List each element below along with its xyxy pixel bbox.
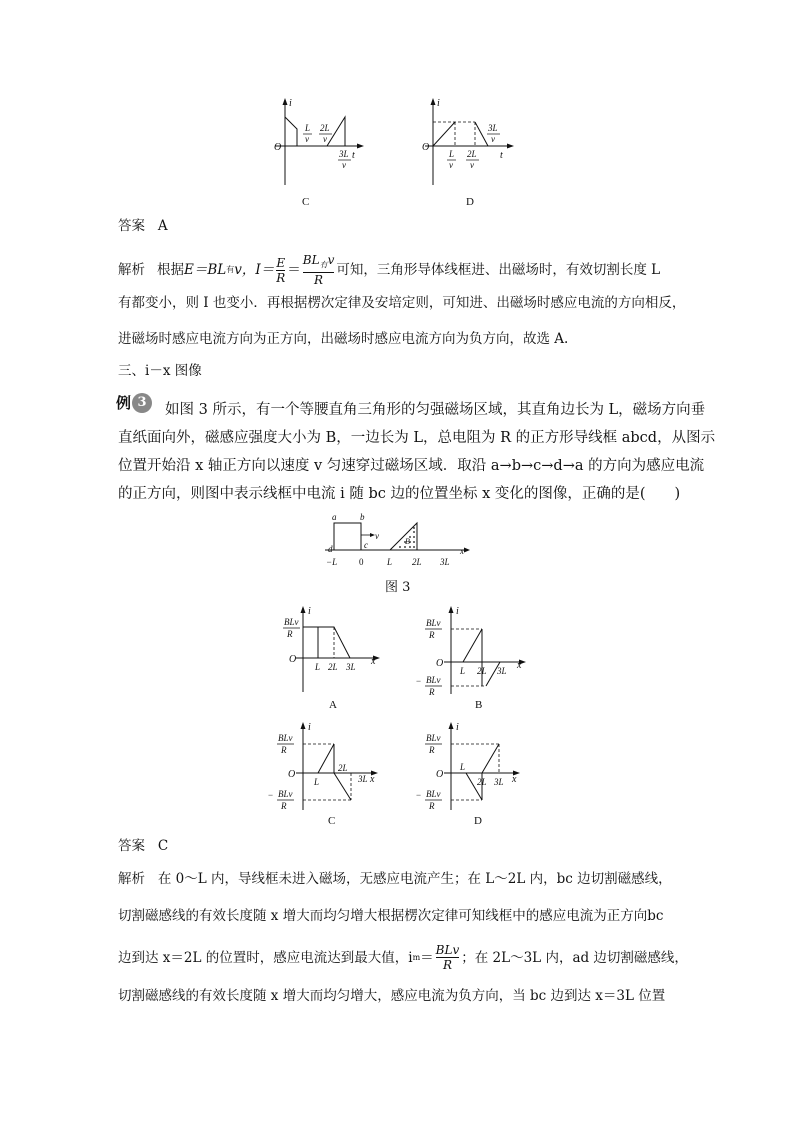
axis-x-label: x (370, 774, 375, 785)
option-d-graph (408, 720, 523, 830)
tick-0: 0 (359, 557, 364, 567)
tick-minus-L: −L (326, 557, 338, 567)
example-line-1: 如图 3 所示，有一个等腰直角三角形的匀强磁场区域，其直角边长为 L，磁场方向垂 (165, 402, 706, 418)
tick-v2: v (323, 134, 327, 144)
caption-d: D (466, 196, 474, 208)
example-number-badge: 3 (132, 393, 152, 413)
blv-label: BLv (426, 618, 441, 628)
r-label-neg: R (429, 687, 435, 697)
tick-v: v (449, 160, 453, 170)
option-a-graph (276, 604, 386, 714)
axis-x-label: x (517, 660, 522, 671)
eq-emf: E＝BL (184, 262, 227, 279)
tick-3L: 3L (346, 662, 356, 672)
frac-den: R (303, 272, 335, 287)
origin-label: O (422, 142, 430, 153)
analysis-2-line-2: 切割磁感线的有效长度随 x 增大而均匀增大根据楞次定律可知线框中的感应电流为正方向bc (118, 908, 664, 924)
figure-3-caption: 图 3 (385, 580, 411, 595)
analysis-1-line-3: 进磁场时感应电流方向为正方向，出磁场时感应电流方向为负方向，故选 A. (118, 331, 569, 347)
field-label: B (405, 537, 410, 546)
eq-emf-post: v， (234, 262, 256, 279)
origin-label: O (288, 769, 296, 780)
tick-v2: v (470, 160, 474, 170)
answer-1 (118, 216, 168, 236)
example-line-3: 位置开始沿 x 轴正方向以速度 v 匀速穿过磁场区域．取沿 a→b→c→d→a 的方向为感应电流 (118, 458, 705, 474)
tick-L: L (315, 662, 321, 672)
tick-2L: 2L (338, 763, 348, 773)
option-c-graph (268, 720, 383, 830)
example-line-2: 直纸面向外，磁感应强度大小为 B，一边长为 L，总电阻为 R 的正方形导线框 abcd，从图示 (118, 430, 716, 446)
analysis-2-line-3 (118, 943, 688, 972)
caption-c: C (328, 815, 336, 827)
origin-label: O (289, 654, 297, 665)
r-label: R (429, 745, 435, 755)
tick-3L: 3L (494, 777, 504, 787)
top-graph-c (265, 95, 365, 210)
tick-3L: 3L (358, 774, 368, 784)
tick-v: v (305, 134, 309, 144)
fraction-blv-over-r (436, 943, 460, 972)
caption-c: C (302, 196, 310, 208)
frac-den: R (436, 957, 460, 972)
frac-num: BLv (435, 943, 460, 957)
example-label: 例 (116, 394, 132, 412)
r-label: R (287, 629, 293, 639)
text-segment: ；在 2L～3L 内，ad 边切割磁感线， (461, 949, 688, 966)
analysis-2-line-4: 切割磁感线的有效长度随 x 增大而均匀增大，感应电流为负方向，当 bc 边到达 x＝3L 位置 (118, 988, 666, 1004)
blv-label: BLv (284, 617, 299, 627)
origin-label: O (274, 142, 282, 153)
r-label: R (281, 745, 287, 755)
caption-a: A (329, 699, 337, 711)
frac-num (303, 253, 335, 272)
fraction-e-over-r (276, 256, 285, 285)
answer-value: A (157, 218, 168, 234)
tick-2L: 2L (477, 666, 487, 676)
axis-i-label: i (308, 722, 311, 733)
answer-label: 答案 (118, 218, 145, 234)
axis-x-label: x (512, 774, 517, 785)
analysis-label: 解析 (118, 871, 145, 887)
corner-a: a (332, 512, 337, 522)
blv-label: BLv (278, 733, 293, 743)
tick-3L: 3L (440, 557, 450, 567)
axis-i-label: i (456, 606, 459, 617)
tick-L: L (305, 123, 311, 133)
fraction-blv-over-r (303, 253, 335, 287)
text-segment: 在 0～L 内，导线框未进入磁场，无感应电流产生；在 L～2L 内，bc 边切割磁感线， (157, 871, 672, 887)
frac-num-main: BL (302, 253, 320, 267)
minus-sign: − (416, 790, 422, 800)
analysis-1-line-2: 有都变小，则 I 也变小．再根据楞次定律及安培定则，可知进、出磁场时感应电流的方向相反， (118, 295, 686, 311)
tick-3L: 3L (497, 666, 507, 676)
eq-equals: ＝ (287, 262, 301, 279)
text-segment: 根据 (157, 262, 184, 279)
caption-d: D (474, 815, 482, 827)
tick-2L: 2L (328, 662, 338, 672)
top-graph-d (420, 95, 520, 210)
velocity-label: v (375, 531, 379, 541)
caption-b: B (475, 699, 483, 711)
axis-x-label: x (460, 546, 464, 556)
tick-2L: 2L (467, 149, 477, 159)
blv-label: BLv (426, 733, 441, 743)
answer-2 (118, 836, 168, 856)
tick-L: L (314, 777, 320, 787)
minus-sign: − (268, 790, 274, 800)
sub-m: m (412, 952, 421, 962)
example-badge (116, 392, 152, 413)
text-segment: 边到达 x＝2L 的位置时，感应电流达到最大值，i (118, 949, 413, 966)
frac-num-sub: 有 (319, 260, 328, 270)
corner-b: b (360, 512, 365, 522)
frac-num-post: v (327, 253, 335, 267)
origin-label: O (436, 658, 444, 669)
figure-3 (320, 510, 475, 572)
axis-x-label: x (371, 656, 376, 667)
tick-2L: 2L (412, 557, 422, 567)
tick-2L: 2L (477, 777, 487, 787)
tick-v3: v (342, 160, 346, 170)
frac-den: R (276, 270, 286, 285)
blv-label-neg: BLv (426, 675, 441, 685)
axis-t-label: t (352, 150, 355, 161)
section-title: 三、i－x 图像 (118, 363, 202, 379)
analysis-1-line-1 (118, 253, 660, 287)
minus-sign: − (416, 676, 422, 686)
blv-label-neg: BLv (278, 789, 293, 799)
tick-3L: 3L (488, 123, 498, 133)
axis-t-label: t (500, 150, 503, 161)
text-segment: 可知，三角形导体线框进、出磁场时，有效切割长度 L (336, 262, 661, 279)
eq-equals: ＝ (420, 949, 434, 966)
tick-L: L (387, 557, 393, 567)
eq-current-lhs: I＝ (255, 262, 275, 279)
example-line-4: 的正方向，则图中表示线框中电流 i 随 bc 边的位置坐标 x 变化的图像，正确的是( ) (118, 486, 681, 502)
eq-sub: 有 (226, 265, 235, 275)
tick-L: L (449, 149, 455, 159)
tick-L: L (460, 762, 466, 772)
tick-v3: v (491, 134, 495, 144)
r-label-neg: R (429, 801, 435, 811)
analysis-2-line-1 (118, 869, 672, 889)
blv-label-neg: BLv (426, 789, 441, 799)
frac-num: E (276, 255, 286, 270)
corner-d: d (328, 544, 333, 554)
tick-2L: 2L (320, 123, 330, 133)
corner-c: c (364, 540, 368, 550)
analysis-label: 解析 (118, 262, 145, 279)
option-b-graph (416, 604, 531, 714)
axis-i-label: i (456, 722, 459, 733)
r-label: R (429, 630, 435, 640)
r-label-neg: R (281, 801, 287, 811)
tick-3L: 3L (339, 149, 349, 159)
axis-i-label: i (437, 98, 440, 109)
axis-i-label: i (289, 98, 292, 109)
tick-L: L (460, 666, 466, 676)
answer-value: C (157, 838, 169, 854)
answer-label: 答案 (118, 838, 145, 854)
axis-i-label: i (308, 606, 311, 617)
origin-label: O (436, 769, 444, 780)
